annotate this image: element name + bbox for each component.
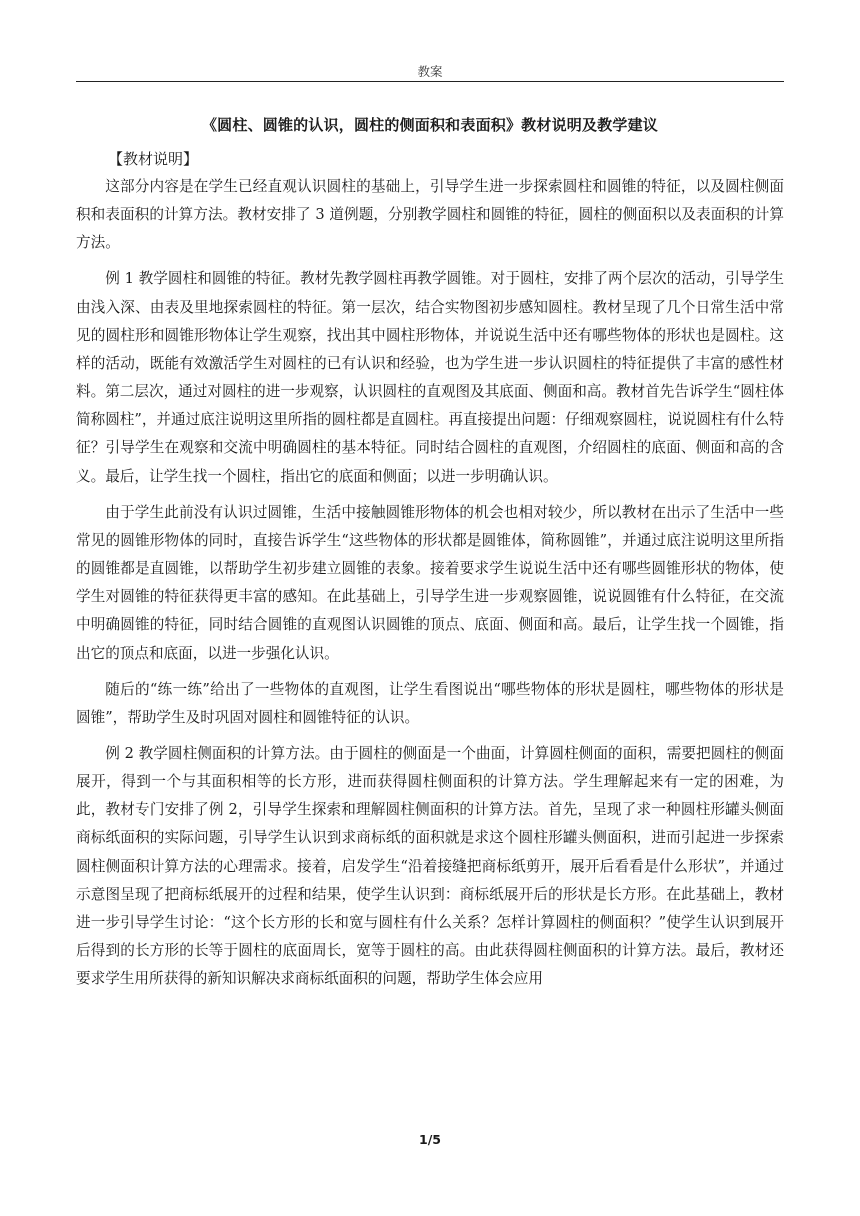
header-divider [76,81,784,82]
page-number: 1/5 [419,1132,441,1147]
paragraph: 例 2 教学圆柱侧面积的计算方法。由于圆柱的侧面是一个曲面，计算圆柱侧面的面积，需要把圆柱的侧面展开，得到一个与其面积相等的长方形，进而获得圆柱侧面积的计算方法。学生理解起来有一定的困难，为此，教材专门安排了例 2，引导学生探索和理解圆柱侧面积的计算方法。首先，呈现了求一种圆柱形罐头侧面商标纸面积的实际问题，引导学生认识到求商标纸的面积就是求这个圆柱形罐头侧面积，进而引起进一步探索圆柱侧面积计算方法的心理需求。接着，启发学生“沿着接缝把商标纸剪开，展开后看看是什么形状”，并通过示意图呈现了把商标纸展开的过程和结果，使学生认识到：商标纸展开后的形状是长方形。在此基础上，教材进一步引导学生讨论：“这个长方形的长和宽与圆柱有什么关系？怎样计算圆柱的侧面积？”使学生认识到展开后得到的长方形的长等于圆柱的底面周长，宽等于圆柱的高。由此获得圆柱侧面积的计算方法。最后，教材还要求学生用所获得的新知识解决求商标纸面积的问题，帮助学生体会应用 [76,744,784,988]
paragraph: 由于学生此前没有认识过圆锥，生活中接触圆锥形物体的机会也相对较少，所以教材在出示了生活中一些常见的圆锥形物体的同时，直接告诉学生“这些物体的形状都是圆锥体，简称圆锥”，并通过底注说明这里所指的圆锥都是直圆锥，以帮助学生初步建立圆锥的表象。接着要求学生说说生活中还有哪些圆锥形状的物体，使学生对圆锥的特征获得更丰富的感知。在此基础上，引导学生进一步观察圆锥，说说圆锥有什么特征，在交流中明确圆锥的特征，同时结合圆锥的直观图认识圆锥的顶点、底面、侧面和高。最后，让学生找一个圆锥，指出它的顶点和底面，以进一步强化认识。 [76,503,784,662]
body-text [76,173,784,1001]
paragraph: 这部分内容是在学生已经直观认识圆柱的基础上，引导学生进一步探索圆柱和圆锥的特征，以及圆柱侧面积和表面积的计算方法。教材安排了 3 道例题，分别教学圆柱和圆锥的特征，圆柱的侧面积以及表面积的计算方法。 [76,178,784,252]
paragraph: 例 1 教学圆柱和圆锥的特征。教材先教学圆柱再教学圆锥。对于圆柱，安排了两个层次的活动，引导学生由浅入深、由表及里地探索圆柱的特征。第一层次，结合实物图初步感知圆柱。教材呈现了几个日常生活中常见的圆柱形和圆锥形物体让学生观察，找出其中圆柱形物体，并说说生活中还有哪些物体的形状也是圆柱。这样的活动，既能有效激活学生对圆柱的已有认识和经验，也为学生进一步认识圆柱的特征提供了丰富的感性材料。第二层次，通过对圆柱的进一步观察，认识圆柱的直观图及其底面、侧面和高。教材首先告诉学生“圆柱体简称圆柱”，并通过底注说明这里所指的圆柱都是直圆柱。再直接提出问题：仔细观察圆柱，说说圆柱有什么特征？引导学生在观察和交流中明确圆柱的基本特征。同时结合圆柱的直观图，介绍圆柱的底面、侧面和高的含义。最后，让学生找一个圆柱，指出它的底面和侧面；以进一步明确认识。 [76,270,784,485]
document-title: 《圆柱、圆锥的认识，圆柱的侧面积和表面积》教材说明及教学建议 [201,116,658,134]
page-header: 教案 [417,64,443,79]
section-heading: 【教材说明】 [108,150,199,168]
paragraph: 随后的“练一练”给出了一些物体的直观图，让学生看图说出“哪些物体的形状是圆柱，哪些物体的形状是圆锥”，帮助学生及时巩固对圆柱和圆锥特征的认识。 [76,680,784,726]
